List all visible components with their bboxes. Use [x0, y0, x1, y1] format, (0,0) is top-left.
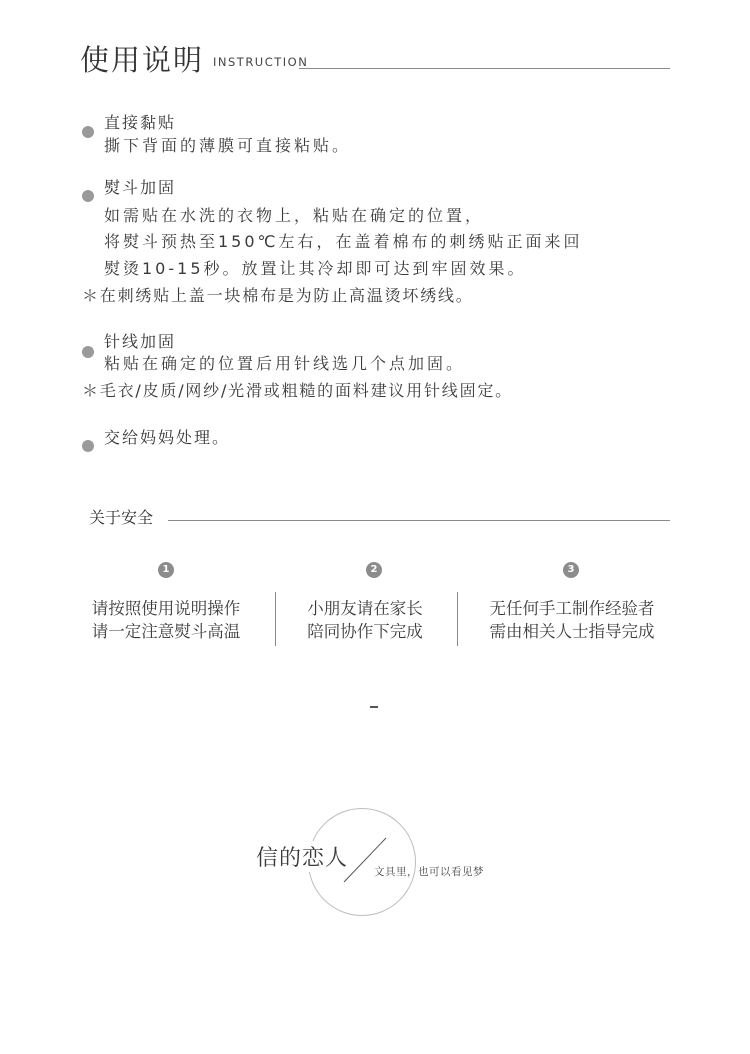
safety-line: 需由相关人士指导完成: [489, 622, 655, 641]
column-divider: [457, 592, 458, 646]
section-title-direct-stick: 直接黏贴: [104, 113, 177, 132]
safety-line: 请一定注意熨斗高温: [91, 622, 241, 641]
safety-column-1: [76, 597, 256, 643]
logo-name: 信的恋人: [256, 841, 348, 872]
safety-line: 陪同协作下完成: [307, 622, 423, 641]
title-divider: [299, 68, 670, 69]
number-badge: 2: [366, 562, 382, 578]
number-badge: 3: [563, 562, 579, 578]
bullet-icon: [82, 190, 94, 202]
page-subtitle: INSTRUCTION: [213, 55, 309, 69]
section-note: ＊毛衣/皮质/网纱/光滑或粗糙的面料建议用针线固定。: [82, 381, 513, 400]
section-title-iron: 熨斗加固: [104, 178, 177, 197]
safety-line: 请按照使用说明操作: [91, 599, 241, 618]
safety-line: 小朋友请在家长: [307, 599, 423, 618]
page-title: 使用说明: [80, 43, 205, 77]
section-text: 熨烫10-15秒。放置让其冷却即可达到牢固效果。: [104, 259, 527, 278]
section-title-mom: 交给妈妈处理。: [104, 428, 231, 447]
separator-dash: [370, 706, 378, 708]
section-text: 粘贴在确定的位置后用针线选几个点加固。: [104, 354, 466, 373]
safety-column-3: [472, 597, 672, 643]
safety-line: 无任何手工制作经验者: [489, 599, 655, 618]
number-badge: 1: [158, 562, 174, 578]
safety-divider: [168, 520, 670, 521]
section-text: 将熨斗预热至150℃左右，在盖着棉布的刺绣贴正面来回: [104, 232, 583, 251]
safety-title: 关于安全: [89, 508, 154, 527]
safety-column-2: [285, 597, 445, 643]
section-text: 如需贴在水洗的衣物上，粘贴在确定的位置，: [104, 206, 485, 225]
section-note: ＊在刺绣贴上盖一块棉布是为防止高温烫坏绣线。: [82, 286, 474, 305]
section-text: 撕下背面的薄膜可直接粘贴。: [104, 136, 352, 155]
section-title-sew: 针线加固: [104, 332, 177, 351]
column-divider: [275, 592, 276, 646]
bullet-icon: [82, 126, 94, 138]
bullet-icon: [82, 440, 94, 452]
logo-tagline: 文具里，也可以看见梦: [374, 866, 484, 878]
bullet-icon: [82, 346, 94, 358]
